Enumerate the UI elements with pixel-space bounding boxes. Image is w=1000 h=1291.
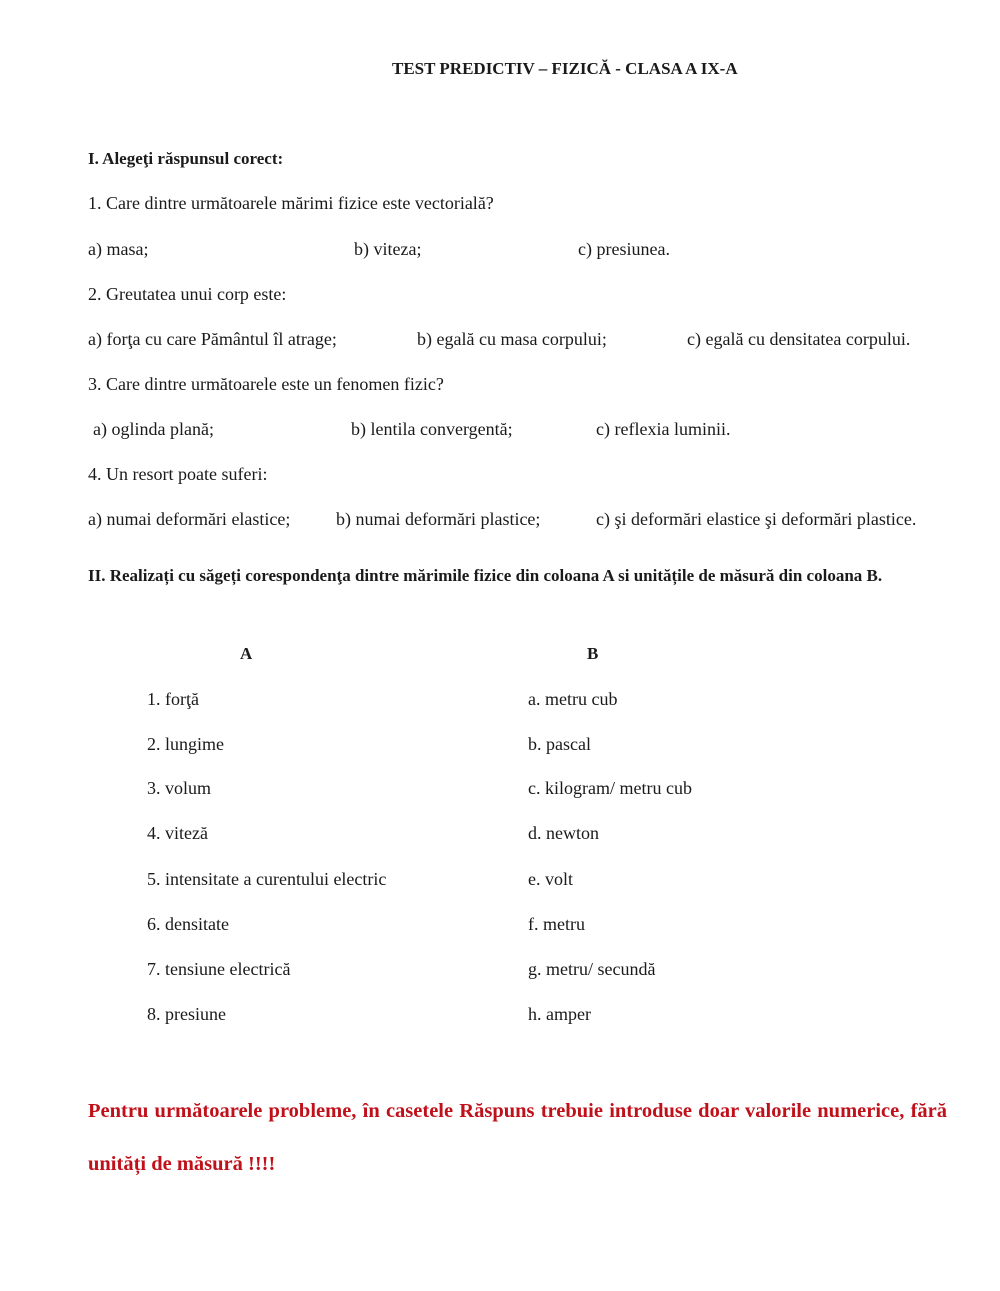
match-item-b-e[interactable]: e. volt xyxy=(528,869,573,889)
question-2-option-b[interactable]: b) egală cu masa corpului; xyxy=(417,329,607,349)
instructions-note: Pentru următoarele probleme, în casetele Răspuns trebuie introduse doar valorile numerice, fără unități de măsură !!!! xyxy=(88,1100,947,1175)
match-item-b-a[interactable]: a. metru cub xyxy=(528,689,618,709)
match-item-a-4[interactable]: 4. viteză xyxy=(147,823,208,843)
page-title: TEST PREDICTIV – FIZICĂ - CLASA A IX-A xyxy=(392,59,738,78)
question-2-option-a[interactable]: a) forţa cu care Pământul îl atrage; xyxy=(88,329,337,349)
question-2-option-c[interactable]: c) egală cu densitatea corpului. xyxy=(687,329,911,349)
question-4-text: 4. Un resort poate suferi: xyxy=(88,464,268,484)
question-1-option-a[interactable]: a) masa; xyxy=(88,239,149,259)
question-1-option-b[interactable]: b) viteza; xyxy=(354,239,422,259)
match-item-b-b[interactable]: b. pascal xyxy=(528,734,591,754)
match-item-b-c[interactable]: c. kilogram/ metru cub xyxy=(528,778,692,798)
question-3-option-c[interactable]: c) reflexia luminii. xyxy=(596,419,731,439)
column-a-header: A xyxy=(240,644,253,663)
match-item-a-5[interactable]: 5. intensitate a curentului electric xyxy=(147,869,387,889)
match-item-b-f[interactable]: f. metru xyxy=(528,914,585,934)
section-1-heading: I. Alegeţi răspunsul corect: xyxy=(88,149,284,168)
question-4-option-c[interactable]: c) şi deformări elastice şi deformări plastice. xyxy=(596,509,917,529)
question-1-text: 1. Care dintre următoarele mărimi fizice este vectorială? xyxy=(88,193,494,213)
match-item-b-h[interactable]: h. amper xyxy=(528,1004,591,1024)
match-item-a-1[interactable]: 1. forţă xyxy=(147,689,199,709)
match-item-a-6[interactable]: 6. densitate xyxy=(147,914,229,934)
match-item-a-3[interactable]: 3. volum xyxy=(147,778,212,798)
question-4-option-b[interactable]: b) numai deformări plastice; xyxy=(336,509,541,529)
match-item-a-7[interactable]: 7. tensiune electrică xyxy=(147,959,291,979)
match-item-a-2[interactable]: 2. lungime xyxy=(147,734,224,754)
question-2-text: 2. Greutatea unui corp este: xyxy=(88,284,287,304)
question-3-option-b[interactable]: b) lentila convergentă; xyxy=(351,419,513,439)
question-4-option-a[interactable]: a) numai deformări elastice; xyxy=(88,509,291,529)
question-3-option-a[interactable]: a) oglinda plană; xyxy=(93,419,214,439)
question-1-option-c[interactable]: c) presiunea. xyxy=(578,239,670,259)
match-item-b-g[interactable]: g. metru/ secundă xyxy=(528,959,656,979)
column-b-header: B xyxy=(587,644,599,663)
match-item-a-8[interactable]: 8. presiune xyxy=(147,1004,226,1024)
section-2-heading: II. Realizați cu săgeți corespondenţa dintre mărimile fizice din coloana A si unitățile de măsură din coloana B. xyxy=(88,566,883,585)
match-item-b-d[interactable]: d. newton xyxy=(528,823,599,843)
question-3-text: 3. Care dintre următoarele este un fenomen fizic? xyxy=(88,374,444,394)
